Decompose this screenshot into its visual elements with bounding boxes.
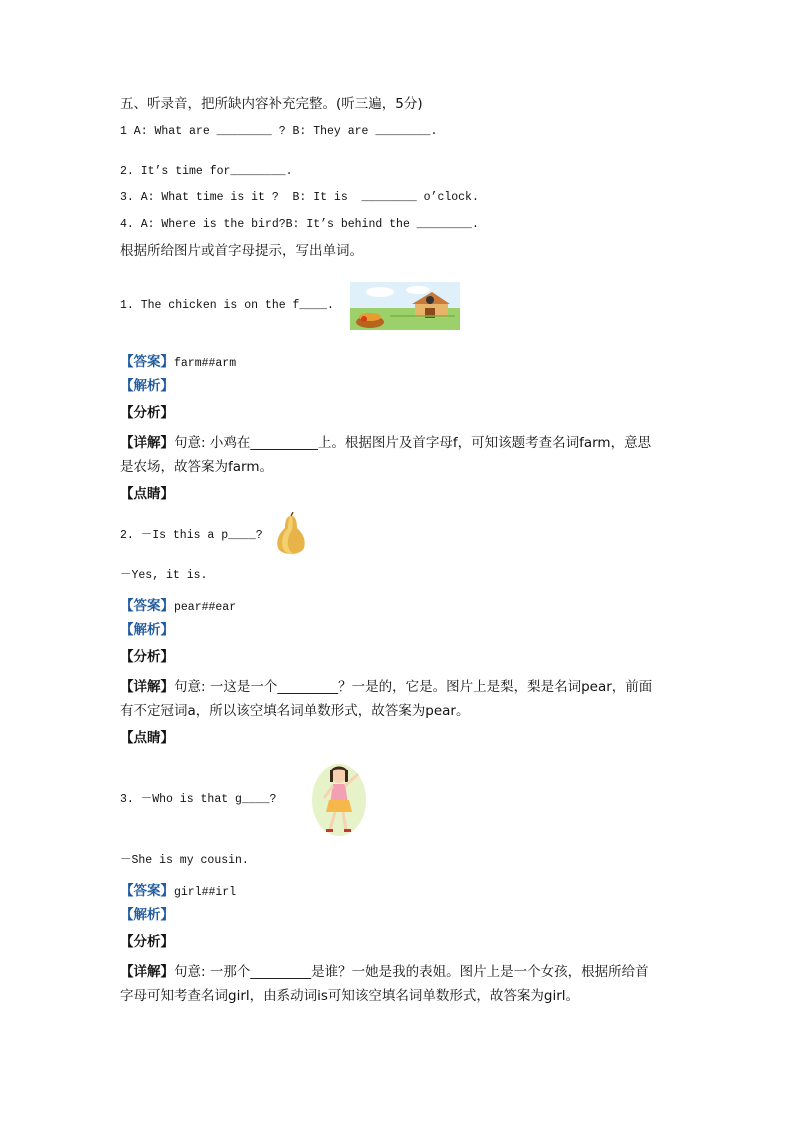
item3-answer: girl##irl	[174, 886, 237, 899]
answer-tag: 【答案】	[120, 354, 174, 370]
farm-picture	[350, 282, 460, 330]
instruction: 根据所给图片或首字母提示，写出单词。	[120, 243, 363, 259]
item2-detail-line1: 句意: 一这是一个_________？一是的，它是。图片上是梨，梨是名词pear，前面	[174, 679, 653, 695]
fenxi-tag: 【分析】	[120, 649, 174, 665]
item2-answer-row	[120, 597, 236, 614]
analysis-tag: 【解析】	[120, 622, 174, 638]
item1-answer: farm##arm	[174, 357, 237, 370]
item3-detail-line2: 字母可知考查名词girl，由系动词is可知该空填名词单数形式，故答案为girl。	[120, 988, 580, 1004]
detail-tag: 【详解】	[120, 435, 174, 451]
item2-answer: pear##ear	[174, 601, 237, 614]
item2-question: 2. －Is this a p____?	[120, 529, 263, 542]
item2-detail-line2: 有不定冠词a，所以该空填名词单数形式，故答案为pear。	[120, 703, 470, 719]
item3-answer-row	[120, 882, 236, 899]
girl-picture	[308, 760, 370, 838]
item3-detail-line1: 句意: 一那个_________是谁？一她是我的表姐。图片上是一个女孩，根据所给首	[174, 964, 649, 980]
answer-tag: 【答案】	[120, 598, 174, 614]
item2-reply: －Yes, it is.	[120, 569, 208, 582]
detail-tag: 【详解】	[120, 679, 174, 695]
section5-q2: 2. It’s time for________.	[120, 165, 293, 178]
dianjing-tag: 【点睛】	[120, 730, 174, 746]
detail-tag: 【详解】	[120, 964, 174, 980]
item1-detail-line1: 句意: 小鸡在__________上。根据图片及首字母f，可知该题考查名词farm，意思	[174, 435, 652, 451]
item1-detail-line2: 是农场，故答案为farm。	[120, 459, 273, 475]
item3-detail-row	[120, 963, 649, 980]
analysis-tag: 【解析】	[120, 378, 174, 394]
item1-question: 1. The chicken is on the f____.	[120, 299, 334, 312]
item1-answer-row	[120, 353, 236, 370]
dianjing-tag: 【点睛】	[120, 486, 174, 502]
section5-q3: 3. A: What time is it ? B: It is ________ o’clock.	[120, 191, 479, 204]
answer-tag: 【答案】	[120, 883, 174, 899]
section5-title: 五、听录音，把所缺内容补充完整。(听三遍，5分)	[120, 96, 423, 112]
item1-detail-row	[120, 434, 651, 451]
analysis-tag: 【解析】	[120, 907, 174, 923]
pear-picture	[272, 512, 310, 558]
item3-reply: －She is my cousin.	[120, 854, 249, 867]
item2-detail-row	[120, 678, 652, 695]
fenxi-tag: 【分析】	[120, 934, 174, 950]
section5-q4: 4. A: Where is the bird?B: It’s behind the ________.	[120, 218, 479, 231]
section5-q1: 1 A: What are ________ ? B: They are ________.	[120, 125, 438, 138]
fenxi-tag: 【分析】	[120, 405, 174, 421]
item3-question: 3. －Who is that g____?	[120, 793, 277, 806]
